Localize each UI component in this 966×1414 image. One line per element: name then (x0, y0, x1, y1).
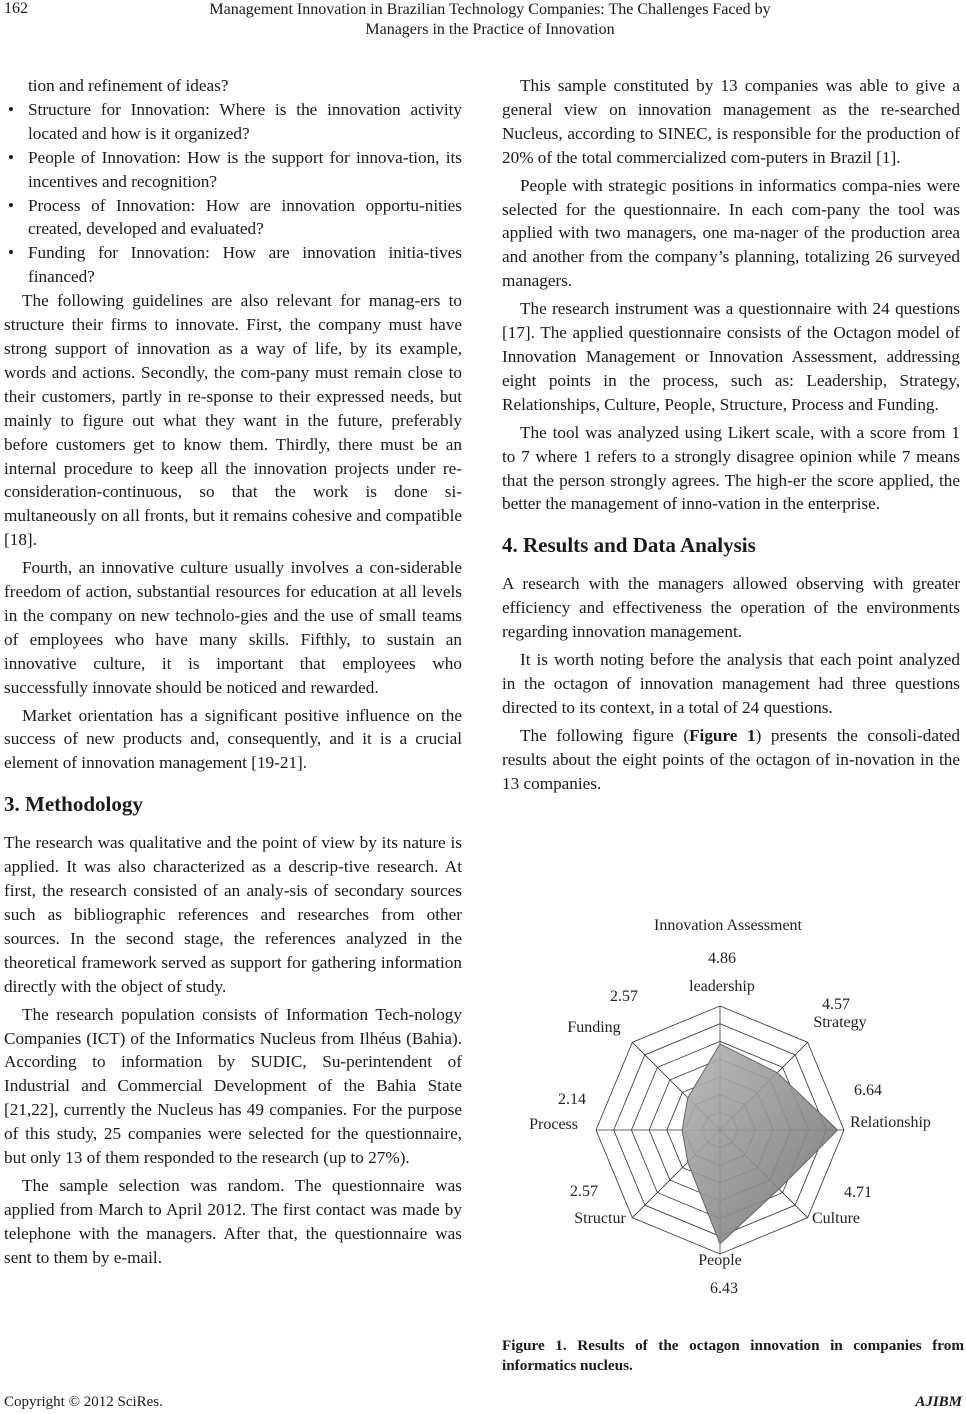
list-item: • Structure for Innovation: Where is the innovation activity located and how is it organized? (4, 98, 462, 146)
category-label: People (698, 1252, 742, 1269)
running-header-line2: Managers in the Practice of Innovation (365, 21, 615, 38)
journal-footer: AJIBM (915, 1394, 962, 1410)
list-item: • Process of Innovation: How are innovation opportu-nities created, developed and evaluated? (4, 194, 462, 242)
paragraph: tion and refinement of ideas? (28, 76, 229, 95)
list-item: • People of Innovation: How is the support for innova-tion, its incentives and recognition? (4, 146, 462, 194)
paragraph: People with strategic positions in informatics compa-nies were selected for the questionnaire. In each com-pany the tool was applied with two managers, one ma-nager of the production area and another from the company’s planning, totalizing 26 surveyed managers. (502, 175, 960, 291)
paragraph: This sample constituted by 13 companies was able to give a general view on innovation management as the re-searched Nucleus, according to SINEC, is responsible for the production of 20% of the total commercialized com-puters in Brazil [1]. (502, 76, 960, 167)
text-span: The following figure ( (520, 725, 690, 745)
paragraph: The research was qualitative and the point of view by its nature is applied. It was also characterized as a descrip-tive research. At first, the research consisted of an analy-sis of secondary sources such as bibliographic references and researches from other sources. In the second stage, the references analyzed in the theoretical framework served as support for gathering information directly with the object of study. (4, 833, 462, 996)
chart-title: Innovation Assessment (654, 917, 802, 934)
value-label: 2.57 (570, 1183, 598, 1200)
category-label: leadership (689, 978, 755, 995)
category-label: Structur (574, 1210, 626, 1227)
section-heading: 3. Methodology (4, 792, 143, 817)
paragraph: It is worth noting before the analysis that each point analyzed in the octagon of innovation management had three questions directed to its context, in a total of 24 questions. (502, 650, 960, 717)
bullet-list (4, 98, 462, 289)
right-column (502, 74, 960, 795)
radar-chart-figure (502, 906, 964, 1306)
value-label: 4.71 (844, 1184, 872, 1201)
value-label: 2.57 (610, 988, 638, 1005)
running-header-line1: Management Innovation in Brazilian Technology Companies: The Challenges Faced by (209, 1, 771, 18)
running-header (140, 0, 840, 40)
value-label: 2.14 (558, 1091, 586, 1108)
category-label: Funding (567, 1019, 621, 1036)
category-label: Culture (812, 1210, 860, 1227)
radar-chart (502, 906, 964, 1306)
paragraph: Market orientation has a significant positive influence on the success of new products and, consequently, and it is a crucial element of innovation management [19-21]. (4, 705, 462, 773)
page-number: 162 (4, 0, 28, 17)
text-span: ) presents the consoli-dated results about the eight points of the octagon of in-novation in the 13 companies. (502, 725, 961, 793)
paragraph: The tool was analyzed using Likert scale, with a score from 1 to 7 where 1 refers to a strongly disagree opinion while 7 means that the person strongly agrees. The high-er the score applied, the better the management of inno-vation in the enterprise. (502, 422, 960, 514)
copyright-footer: Copyright © 2012 SciRes. (4, 1394, 163, 1410)
left-column (4, 74, 462, 1270)
paragraph (502, 724, 960, 796)
paragraph: A research with the managers allowed observing with greater efficiency and effectiveness the operation of the environments regarding innovation management. (502, 574, 960, 642)
paragraph: Fourth, an innovative culture usually involves a con-siderable freedom of action, substantial resources for education at all levels in the company on new technolo-gies and the use of small teams of employees who have many skills. Fifthly, to sustain an innovative culture, it is important that employees who successfully innovate should be noticed and rewarded. (4, 558, 462, 697)
value-label: 6.64 (854, 1082, 882, 1099)
value-label: 4.57 (822, 996, 850, 1013)
paragraph: The following guidelines are also relevant for manag-ers to structure their firms to innovate. First, the company must have strong support of innovation as a way of life, by its example, words and actions. Secondly, the com-pany must remain close to their customers, partly in re-sponse to their expressed needs, but mainly to figure out what they want in the future, preferably before customers get to know them. Thirdly, there must be an internal procedure to keep all the innovation projects under re-consideration-continuous, so that the work is done si-multaneously on all fronts, but it remains cohesive and compatible [18]. (4, 291, 462, 550)
figure-reference: Figure 1 (689, 725, 756, 745)
figure-caption: Figure 1. Results of the octagon innovation in companies from informatics nucleus. (502, 1337, 964, 1374)
paragraph: The research population consists of Information Tech-nology Companies (ICT) of the Informatics Nucleus from Ilhéus (Bahia). According to information by SUDIC, Su-perintendent of Industrial and Commercial Development of the Bahia State [21,22], currently the Nucleus has 49 companies. For the purpose of this study, 25 companies were selected for the questionnaire, but only 13 of them responded to the research (up to 27%). (4, 1004, 462, 1168)
paragraph: The research instrument was a questionnaire with 24 questions [17]. The applied questionnaire consists of the Octagon model of Innovation Management or Innovation Assessment, addressing eight points in the process, such as: Leadership, Strategy, Relationships, Culture, People, Structure, Process and Funding. (502, 299, 960, 414)
category-label: Relationship (850, 1114, 931, 1131)
category-label: Strategy (813, 1014, 867, 1031)
value-label: 4.86 (708, 950, 736, 967)
list-item: • Funding for Innovation: How are innovation initia-tives financed? (4, 241, 462, 289)
value-label: 6.43 (710, 1280, 738, 1297)
category-label: Process (529, 1116, 578, 1133)
section-heading: 4. Results and Data Analysis (502, 533, 756, 558)
paragraph: The sample selection was random. The questionnaire was applied from March to April 2012. The first contact was made by telephone with the managers. After that, the questionnaire was sent to them by e-mail. (4, 1175, 462, 1267)
